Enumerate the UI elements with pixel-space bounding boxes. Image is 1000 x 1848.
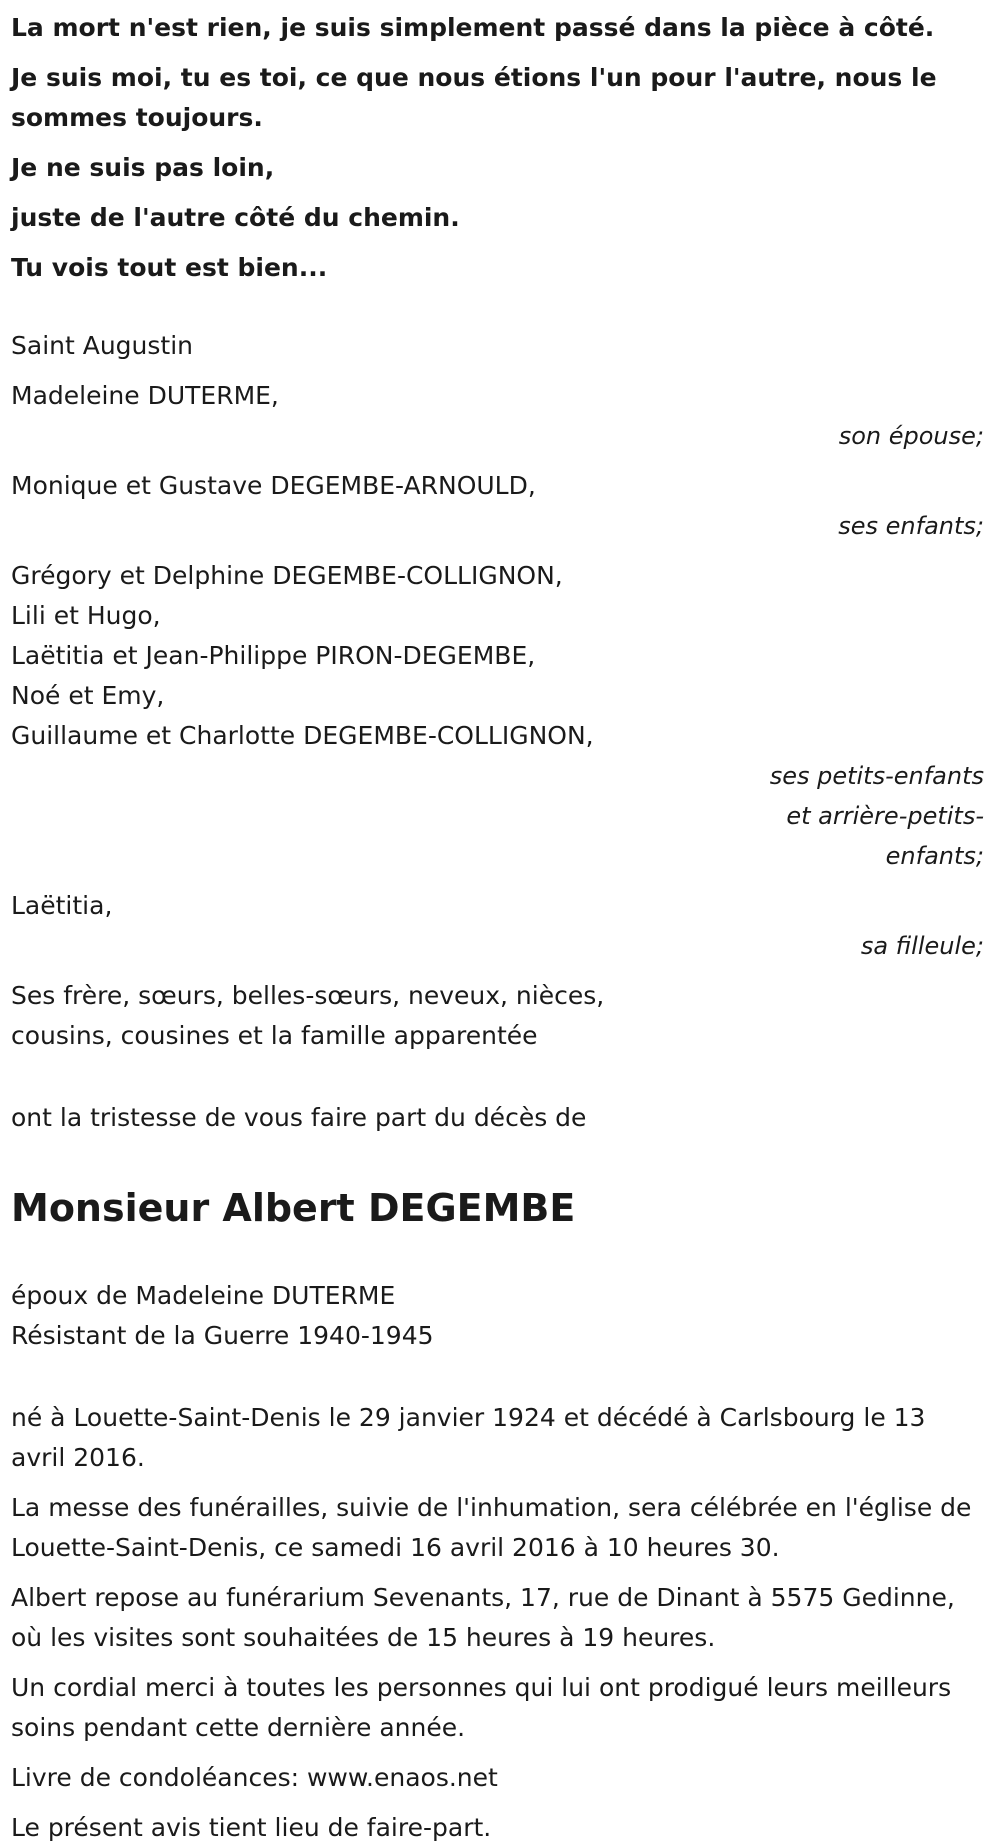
children-name: Monique et Gustave DEGEMBE-ARNOULD,	[11, 471, 536, 500]
goddaughter-name: Laëtitia,	[11, 891, 113, 920]
paragraph: Livre de condoléances: www.enaos.net	[11, 1763, 498, 1792]
goddaughter-role: sa filleule;	[860, 932, 984, 960]
grandchild-line: Guillaume et Charlotte DEGEMBE-COLLIGNON,	[11, 721, 594, 750]
obituary-text	[11, 1398, 984, 1848]
grandchild-line: Laëtitia et Jean-Philippe PIRON-DEGEMBE,	[11, 641, 536, 670]
details-line: Résistant de la Guerre 1940-1945	[11, 1321, 434, 1350]
details-line: époux de Madeleine DUTERME	[11, 1281, 396, 1310]
poem-line: Je ne suis pas loin,	[11, 153, 275, 182]
relatives-line: Ses frère, sœurs, belles-sœurs, neveux, nièces,	[11, 981, 605, 1010]
paragraph: La messe des funérailles, suivie de l'inhumation, sera célébrée en l'église de Louette-Saint-Denis, ce samedi 16 avril 2016 à 10 heures 30.	[11, 1493, 972, 1562]
paragraph: Un cordial merci à toutes les personnes qui lui ont prodigué leurs meilleurs soins pendant cette dernière année.	[11, 1673, 952, 1742]
family-grandchildren	[11, 556, 984, 876]
poem-author: Saint Augustin	[11, 331, 194, 360]
grandchild-line: Lili et Hugo,	[11, 601, 161, 630]
grandchild-line: Noé et Emy,	[11, 681, 165, 710]
grandchild-line: Grégory et Delphine DEGEMBE-COLLIGNON,	[11, 561, 563, 590]
poem-line: Je suis moi, tu es toi, ce que nous étions l'un pour l'autre, nous le sommes toujours.	[11, 63, 937, 132]
poem	[11, 8, 984, 288]
family-spouse	[11, 376, 984, 456]
poem-line: La mort n'est rien, je suis simplement passé dans la pièce à côté.	[11, 13, 935, 42]
grandchildren-role	[739, 756, 984, 876]
family-relatives	[11, 976, 984, 1056]
grandchildren-role-line: et arrière-petits-	[786, 802, 984, 830]
paragraph: Le présent avis tient lieu de faire-part.	[11, 1813, 492, 1842]
grandchildren-role-line: enfants;	[885, 842, 984, 870]
family-goddaughter	[11, 886, 984, 966]
spouse-role: son épouse;	[838, 422, 984, 450]
deceased-name: Monsieur Albert DEGEMBE	[11, 1186, 576, 1230]
paragraph: Albert repose au funérarium Sevenants, 17, rue de Dinant à 5575 Gedinne, où les visites sont souhaitées de 15 heures à 19 heures.	[11, 1583, 955, 1652]
poem-line: juste de l'autre côté du chemin.	[11, 203, 460, 232]
deceased-details	[11, 1276, 984, 1356]
relatives-line: cousins, cousines et la famille apparentée	[11, 1021, 538, 1050]
paragraph: né à Louette-Saint-Denis le 29 janvier 1924 et décédé à Carlsbourg le 13 avril 2016.	[11, 1403, 926, 1472]
children-role: ses enfants;	[838, 512, 984, 540]
family-children	[11, 466, 984, 546]
grandchildren-role-line: ses petits-enfants	[769, 762, 984, 790]
spouse-name: Madeleine DUTERME,	[11, 381, 279, 410]
poem-line: Tu vois tout est bien...	[11, 253, 328, 282]
announcement: ont la tristesse de vous faire part du décès de	[11, 1103, 587, 1132]
